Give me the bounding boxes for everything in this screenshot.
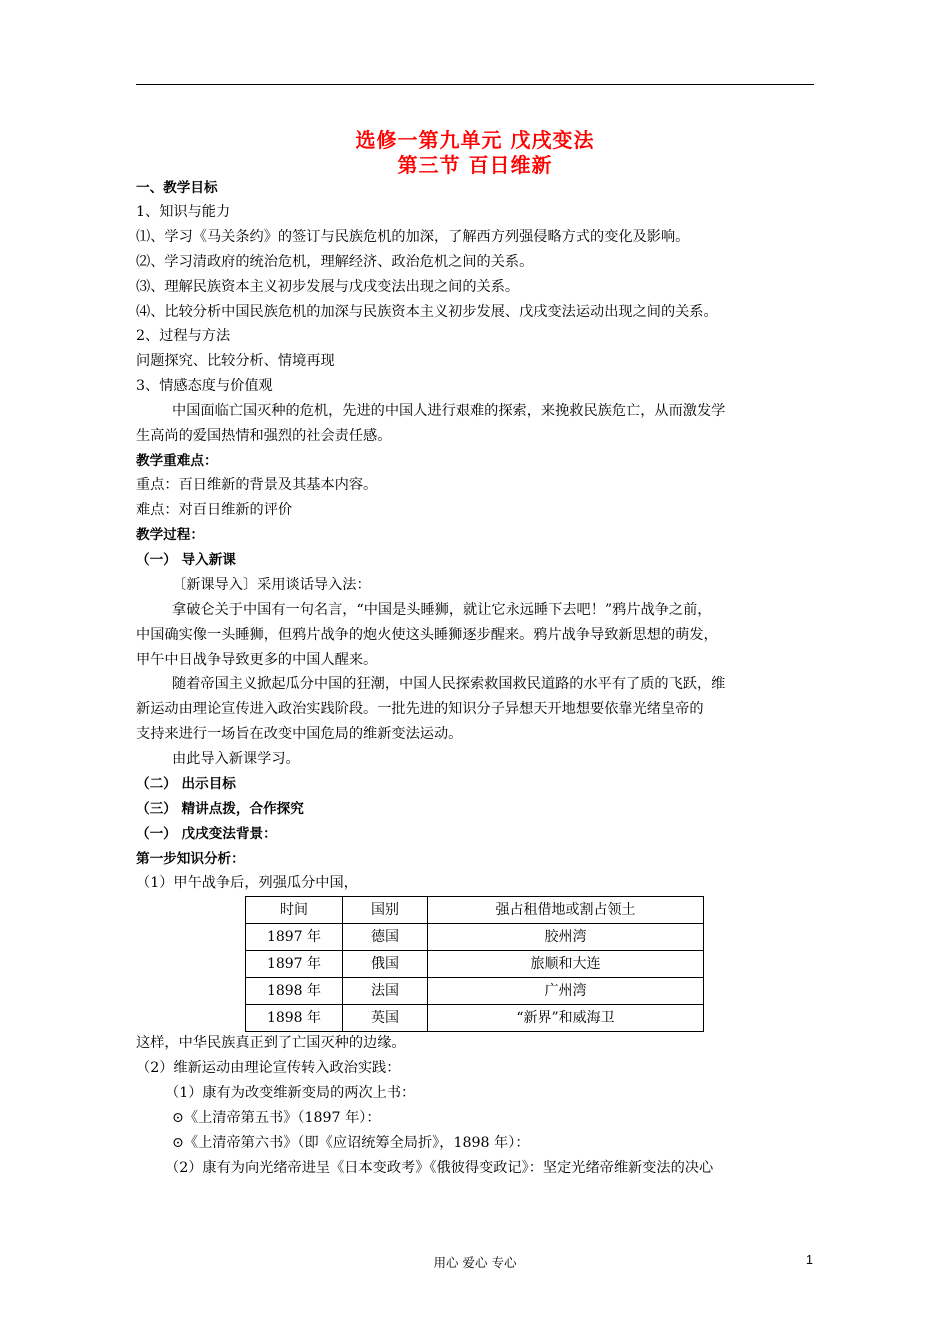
table-cell-territory: “新界”和威海卫 [428,1005,704,1032]
intro-paragraph-1-line-2: 中国确实像一头睡狮，但鸦片战争的炮火使这头睡狮逐步醒来。鸦片战争导致新思想的萌发， [136,627,718,643]
reform-item-2: （2）康有为向光绪帝进呈《日本变政考》《俄彼得变政记》：坚定光绪帝维新变法的决心 [165,1160,714,1176]
table-cell-time: 1897 年 [246,924,343,951]
page-number: 1 [806,1253,813,1267]
heading-explore: （三） 精讲点拨，合作探究 [136,801,304,817]
memorial-fifth: ⊙《上清帝第五书》（1897 年）： [172,1110,381,1126]
key-point: 重点：百日维新的背景及其基本内容。 [136,477,378,493]
reform-item-1: （1）康有为改变维新变局的两次上书： [165,1085,416,1101]
intro-paragraph-1-line-1: 拿破仑关于中国有一句名言，“中国是头睡狮，就让它永远睡下去吧！”鸦片战争之前， [172,602,712,618]
table-cell-time: 1897 年 [246,951,343,978]
heading-step-one: 第一步知识分析： [136,851,245,867]
intro-paragraph-2-line-1: 随着帝国主义掀起瓜分中国的狂潮，中国人民探索救国救民道路的水平有了质的飞跃，维 [172,676,726,692]
table-cell-time: 1898 年 [246,1005,343,1032]
table-row [246,978,704,1005]
intro-method: 〔新课导入〕采用谈话导入法： [172,577,371,593]
table-header-country: 国别 [343,897,428,924]
partition-conclusion: 这样，中华民族真正到了亡国灭种的边缘。 [136,1035,406,1051]
difficult-point: 难点：对百日维新的评价 [136,502,293,518]
table-cell-country: 德国 [343,924,428,951]
table-row [246,924,704,951]
heading-show-goals: （二） 出示目标 [136,776,236,792]
table-row [246,1005,704,1032]
table-header-row [246,897,704,924]
goal-item-3: ⑶、理解民族资本主义初步发展与戊戌变法出现之间的关系。 [136,279,520,295]
table-cell-territory: 胶州湾 [428,924,704,951]
goal-item-4: ⑷、比较分析中国民族危机的加深与民族资本主义初步发展、戊戌变法运动出现之间的关系。 [136,304,718,320]
header-rule [136,84,814,85]
intro-paragraph-2-line-3: 支持来进行一场旨在改变中国危局的维新变法运动。 [136,726,463,742]
table-cell-territory: 旅顺和大连 [428,951,704,978]
heading-key-points: 教学重难点： [136,453,218,469]
table-cell-country: 英国 [343,1005,428,1032]
title-section: 第三节 百日维新 [397,153,553,177]
table-cell-country: 俄国 [343,951,428,978]
heading-teaching-goals: 一、教学目标 [136,180,218,196]
values-paragraph-line-1: 中国面临亡国灭种的危机，先进的中国人进行艰难的探索，来挽救民族危亡，从而激发学 [172,403,726,419]
table-cell-country: 法国 [343,978,428,1005]
table-header-territory: 强占租借地或割占领土 [428,897,704,924]
goal-item-2: ⑵、学习清政府的统治危机，理解经济、政治危机之间的关系。 [136,254,534,270]
subheading-values: 3、情感态度与价值观 [136,378,273,394]
heading-introduction: （一） 导入新课 [136,552,236,568]
goal-item-1: ⑴、学习《马关条约》的签订与民族危机的加深，了解西方列强侵略方式的变化及影响。 [136,229,690,245]
partition-intro: （1）甲午战争后，列强瓜分中国， [136,875,358,891]
memorial-sixth: ⊙《上清帝第六书》（即《应诏统筹全局折》，1898 年）： [172,1135,530,1151]
table-row [246,951,704,978]
table-cell-territory: 广州湾 [428,978,704,1005]
reform-practice-heading: （2）维新运动由理论宣传转入政治实践： [136,1060,401,1076]
heading-background: （一） 戊戌变法背景： [136,826,277,842]
process-text: 问题探究、比较分析、情境再现 [136,353,335,369]
table-header-time: 时间 [246,897,343,924]
intro-paragraph-2-line-2: 新运动由理论宣传进入政治实践阶段。一批先进的知识分子异想天开地想要依靠光绪皇帝的 [136,701,704,717]
title-unit: 选修一第九单元 戊戌变法 [355,128,595,152]
subheading-process: 2、过程与方法 [136,328,231,344]
table-cell-time: 1898 年 [246,978,343,1005]
subheading-knowledge: 1、知识与能力 [136,204,231,220]
footer-slogan: 用心 爱心 专心 [433,1255,517,1270]
values-paragraph-line-2: 生高尚的爱国热情和强烈的社会责任感。 [136,428,392,444]
heading-teaching-process: 教学过程： [136,527,204,543]
intro-paragraph-1-line-3: 甲午中日战争导致更多的中国人醒来。 [136,652,378,668]
territory-table [245,896,704,1032]
intro-conclusion: 由此导入新课学习。 [172,751,300,767]
